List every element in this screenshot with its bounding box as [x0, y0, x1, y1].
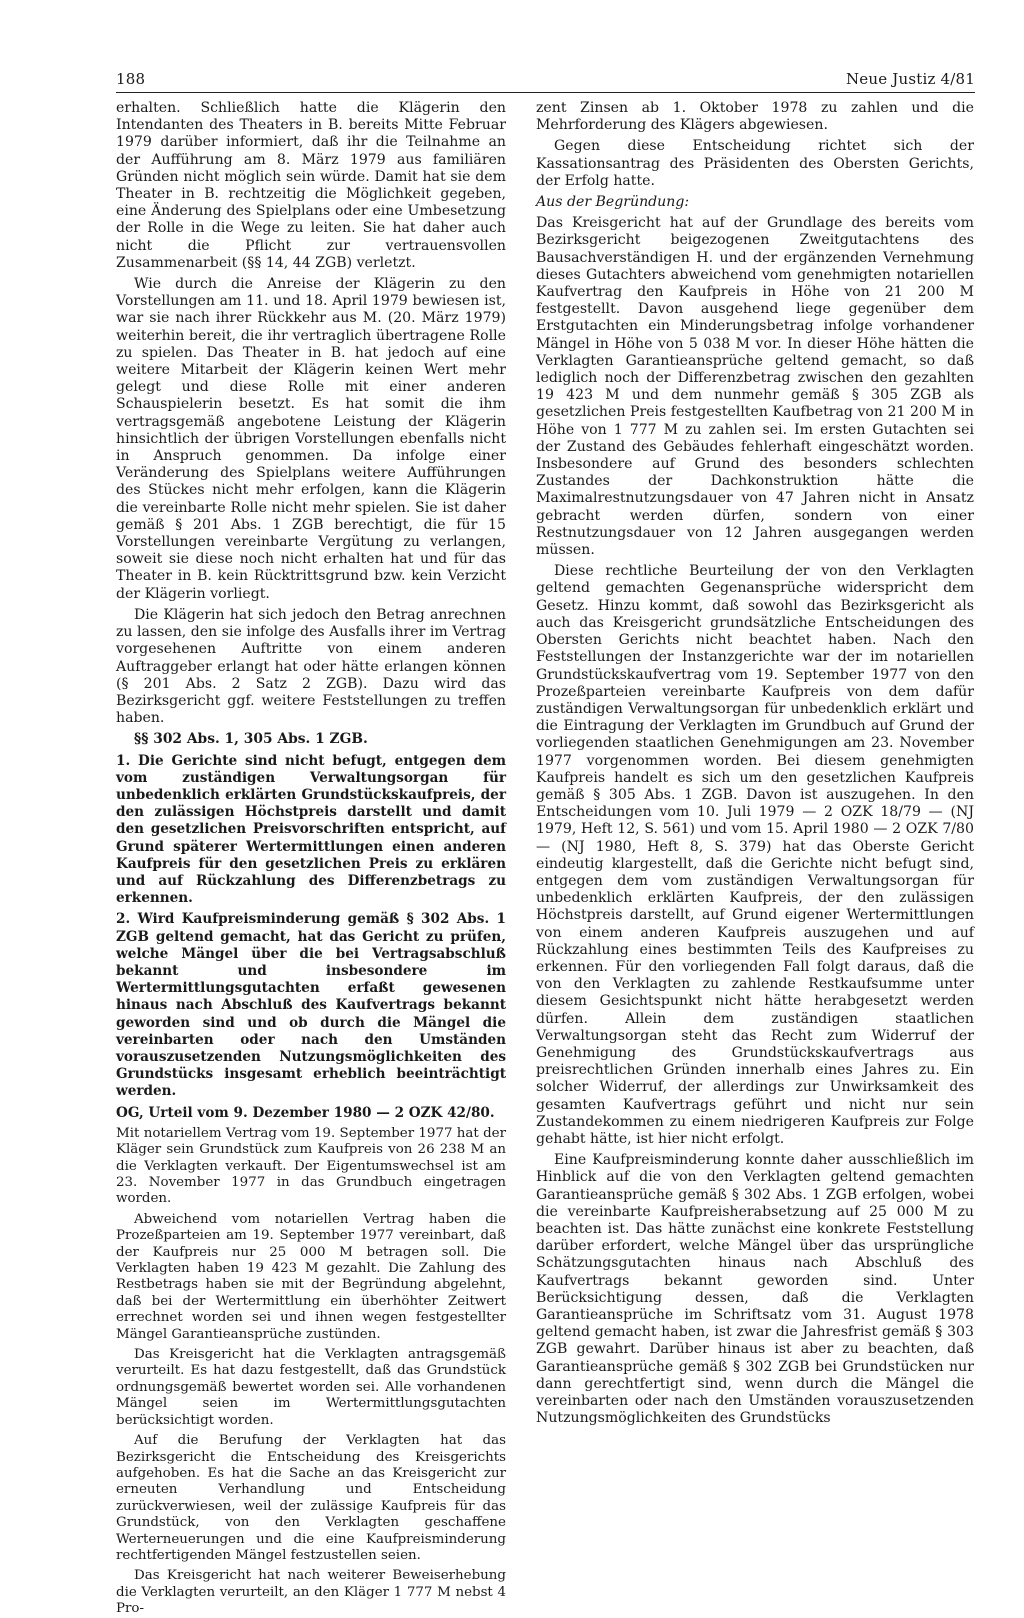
paragraph: Gegen diese Entscheidung richtet sich der Kassationsantrag des Präsidenten des Obersten Gerichts, der Erfolg hatte.	[536, 138, 974, 189]
page-header	[116, 70, 975, 92]
reasons-heading: Aus der Begründung:	[536, 194, 690, 211]
header-rule	[116, 92, 975, 93]
paragraph: Das Kreisgericht hat nach weiterer Beweiserhebung die Verklagten verurteilt, an den Kläger 1 777 M nebst 4 Pro-	[116, 1568, 506, 1617]
paragraph: Das Kreisgericht hat auf der Grundlage des bereits vom Bezirksgericht beigezogenen Zweitgutachtens des Bausachverständigen H. und der ergänzenden Vernehmung dieses Gutachters abweichend vom genehmigten notariellen Kaufvertrag den Kaufpreis in Höhe von 21 200 M festgestellt. Davon ausgehend liege gegenüber dem Erstgutachten ein Minderungsbetrag infolge vorhandener Mängel in Höhe von 5 038 M vor. In dieser Höhe hätten die Verklagten Garantieansprüche geltend gemacht, so daß lediglich noch der Differenzbetrag zwischen den gezahlten 19 423 M und dem nunmehr gemäß § 305 ZGB als gesetzlichen Preis festgestellten Kaufbetrag von 21 200 M in Höhe von 1 777 M zu zahlen sei. Im ersten Gutachten sei der Zustand des Gebäudes fehlerhaft eingeschätzt worden. Insbesondere auf Grund des besonders schlechten Zustandes der Dachkonstruktion hätte die Maximalrestnutzungsdauer von 47 Jahren nicht in Ansatz gebracht werden dürfen, sondern von einer Restnutzungsdauer von 12 Jahren ausgegangen werden müssen.	[536, 215, 974, 559]
case-reference: OG, Urteil vom 9. Dezember 1980 — 2 OZK 42/80.	[116, 1104, 495, 1121]
paragraph: Auf die Berufung der Verklagten hat das Bezirksgericht die Entscheidung des Kreisgerichts aufgehoben. Es hat die Sache an das Kreisgericht zur erneuten Verhandlung und Entscheidung zurückverwiesen, weil der zulässige Kaufpreis für das Grundstück, von den Verklagten geschaffene Werterneuerungen und die eine Kaufpreisminderung rechtfertigenden Mängel festzustellen seien.	[116, 1433, 506, 1563]
headnote-1: 1. Die Gerichte sind nicht befugt, entgegen dem vom zuständigen Verwaltungsorgan für unbedenklich erklärten Grundstückskaufpreis, der den zulässigen Höchstpreis darstellt und damit den gesetzlichen Preisvorschriften entspricht, auf Grund späterer Wertermittlungen einen anderen Kaufpreis für den gesetzlichen Preis zu erklären und auf Rückzahlung des Differenzbetrags zu erkennen.	[116, 752, 506, 907]
journal-issue: Neue Justiz 4/81	[845, 70, 975, 88]
headnote-2: 2. Wird Kaufpreisminderung gemäß § 302 Abs. 1 ZGB geltend gemacht, hat das Gericht zu prüfen, welche Mängel über die bei Vertragsabschluß bekannt und insbesondere im Wertermittlungsgutachten erfaßt gewesenen hinaus nach Abschluß des Kaufvertrags bekannt geworden sind und ob durch die Mängel die vereinbarten oder nach den Umständen vorauszusetzenden Nutzungsmöglichkeiten des Grundstücks insgesamt erheblich beeinträchtigt werden.	[116, 911, 506, 1100]
paragraph: Abweichend vom notariellen Vertrag haben die Prozeßparteien am 19. September 1977 vereinbart, daß der Kaufpreis nur 25 000 M betragen soll. Die Verklagten haben 19 423 M gezahlt. Die Zahlung des Restbetrags haben sie mit der Begründung abgelehnt, daß bei der Wertermittlung ein überhöhter Zeitwert errechnet worden sei und ihnen wegen festgestellter Mängel Garantieansprüche zustünden.	[116, 1211, 506, 1342]
paragraph: Das Kreisgericht hat die Verklagten antragsgemäß verurteilt. Es hat dazu festgestellt, daß das Grundstück ordnungsgemäß bewertet worden sei. Alle vorhandenen Mängel seien im Wertermittlungsgutachten berücksichtigt worden.	[116, 1347, 506, 1428]
paragraph: Die Klägerin hat sich jedoch den Betrag anrechnen zu lassen, den sie infolge des Ausfalls ihrer im Vertrag vorgesehenen Auftritte von einem anderen Auftraggeber erlangt hat oder hätte erlangen können (§ 201 Abs. 2 Satz 2 ZGB). Dazu wird das Bezirksgericht ggf. weitere Feststellungen zu treffen haben.	[116, 606, 506, 727]
paragraph: Diese rechtliche Beurteilung der von den Verklagten geltend gemachten Gegenansprüche widerspricht dem Gesetz. Hinzu kommt, daß sowohl das Bezirksgericht als auch das Kreisgericht grundsätzliche Entscheidungen des Obersten Gerichts nicht beachtet haben. Nach den Feststellungen der Instanzgerichte war der im notariellen Grundstückskaufvertrag vom 19. September 1977 von den Prozeßparteien vereinbarte Kaufpreis von dem dafür zuständigen Verwaltungsorgan für unbedenklich erklärt und die Eintragung der Verklagten im Grundbuch auf Grund der vorliegenden staatlichen Genehmigungen am 23. November 1977 vorgenommen worden. Bei diesem genehmigten Kaufpreis handelt es sich um den gesetzlichen Kaufpreis gemäß § 305 Abs. 1 ZGB. Davon ist auszugehen. In den Entscheidungen vom 10. Juli 1979 — 2 OZK 18/79 — (NJ 1979, Heft 12, S. 561) und vom 15. April 1980 — 2 OZK 7/80 — (NJ 1980, Heft 8, S. 379) hat das Oberste Gericht eindeutig klargestellt, daß die Gerichte nicht befugt sind, entgegen dem vom zuständigen Verwaltungsorgan für unbedenklich erklärten Kaufpreis, der den zulässigen Höchstpreis darstellt, auf Grund eigener Wertermittlungen von einem anderen Kaufpreis auszugehen und auf Rückzahlung eines bestimmten Teils des Kaufpreises zu erkennen. Für den vorliegenden Fall folgt daraus, daß die von den Verklagten zu zahlende Restkaufsumme unter diesem Gesichtspunkt nicht hätte herabgesetzt werden dürfen. Allein dem zuständigen staatlichen Verwaltungsorgan steht das Recht zum Widerruf der Genehmigung des Grundstückskaufvertrags aus preisrechtlichen Gründen innerhalb eines Jahres zu. Ein solcher Widerruf, der allerdings zur Unwirksamkeit des gesamten Kaufvertrags geführt und nicht nur sein Zustandekommen zu einem niedrigeren Kaufpreis zur Folge gehabt hätte, ist hier nicht erfolgt.	[536, 563, 974, 1147]
section-heading: §§ 302 Abs. 1, 305 Abs. 1 ZGB.	[134, 731, 368, 748]
paragraph: zent Zinsen ab 1. Oktober 1978 zu zahlen und die Mehrforderung des Klägers abgewiesen.	[536, 100, 974, 134]
paragraph: Wie durch die Anreise der Klägerin zu den Vorstellungen am 11. und 18. April 1979 bewiesen ist, war sie nach ihrer Rückkehr aus M. (20. März 1979) weiterhin bereit, die ihr vertraglich übertragene Rolle zu spielen. Das Theater in B. hat jedoch auf eine weitere Mitarbeit der Klägerin keinen Wert mehr gelegt und diese Rolle mit einer anderen Schauspielerin besetzt. Es hat somit die ihm vertragsgemäß angebotene Leistung der Klägerin hinsichtlich der übrigen Vorstellungen ebenfalls nicht in Anspruch genommen. Da infolge einer Veränderung des Spielplans weitere Aufführungen des Stückes nicht mehr erfolgen, kann die Klägerin die vereinbarte Rolle nicht mehr spielen. Sie ist daher gemäß § 201 Abs. 1 ZGB berechtigt, die für 15 Vorstellungen vereinbarte Vergütung zu verlangen, soweit sie diese noch nicht erhalten hat und für das Theater in B. kein Rücktrittsgrund bzw. kein Verzicht der Klägerin vorliegt.	[116, 276, 506, 602]
left-column	[116, 100, 506, 1617]
page-number: 188	[116, 70, 146, 88]
right-column	[536, 100, 974, 1440]
paragraph: erhalten. Schließlich hatte die Klägerin den Intendanten des Theaters in B. bereits Mitte Februar 1979 darüber informiert, daß ihr die Teilnahme an der Aufführung am 8. März 1979 aus familiären Gründen nicht möglich sein würde. Damit hat sie dem Theater in B. rechtzeitig die Möglichkeit gegeben, eine Änderung des Spielplans oder eine Umbesetzung der Rolle in die Wege zu leiten. Sie hat daher auch nicht die Pflicht zur vertrauensvollen Zusammenarbeit (§§ 14, 44 ZGB) verletzt.	[116, 100, 506, 271]
paragraph: Mit notariellem Vertrag vom 19. September 1977 hat der Kläger sein Grundstück zum Kaufpreis von 26 238 M an die Verklagten verkauft. Der Eigentumswechsel ist am 23. November 1977 in das Grundbuch eingetragen worden.	[116, 1125, 506, 1207]
paragraph: Eine Kaufpreisminderung konnte daher ausschließlich im Hinblick auf die von den Verklagten geltend gemachten Garantieansprüche gemäß § 302 Abs. 1 ZGB erfolgen, wobei die vereinbarte Kaufpreisherabsetzung auf 25 000 M zu beachten ist. Das hätte zunächst eine konkrete Feststellung darüber erfordert, welche Mängel über das ursprüngliche Schätzungsgutachten hinaus nach Abschluß des Kaufvertrags bekannt geworden sind. Unter Berücksichtigung dessen, daß die Verklagten Garantieansprüche im Schriftsatz vom 31. August 1978 geltend gemacht haben, ist zwar die Jahresfrist gemäß § 303 ZGB gewahrt. Darüber hinaus ist aber zu beachten, daß Garantieansprüche gemäß § 302 ZGB bei Grundstücken nur dann gerechtfertigt sind, wenn durch die Mängel die vereinbarten oder nach den Umständen vorauszusetzenden Nutzungsmöglichkeiten des Grundstücks	[536, 1152, 974, 1427]
